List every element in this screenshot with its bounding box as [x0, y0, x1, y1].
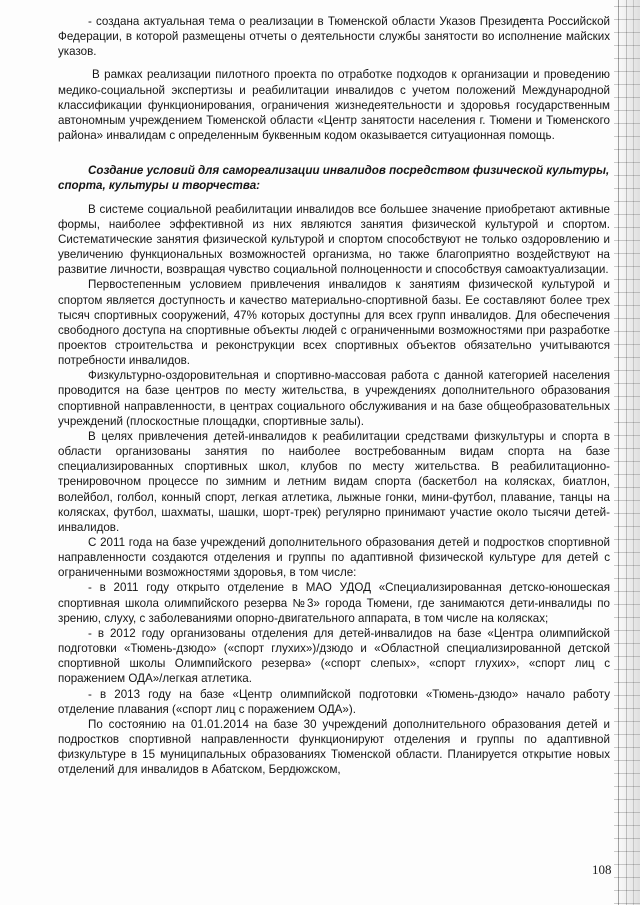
- section-heading: Создание условий для самореализации инвалидов посредством физической культуры, спорта, культуры и творчества:: [58, 164, 610, 193]
- scan-edge-line: [626, 0, 627, 905]
- paragraph-since-2011: С 2011 года на базе учреждений дополнительного образования детей и подростков спортивной направленности создаются отделения и группы по адаптивной физической культуре для детей с ограниченными возможностями здоровья, в том числе:: [58, 536, 610, 580]
- page-number: 108: [592, 862, 612, 877]
- spacer: [58, 59, 610, 67]
- scan-edge-line: [618, 0, 619, 905]
- spacer: [58, 143, 610, 163]
- list-item-2011: - в 2011 году открыто отделение в МАО УДОД «Специализированная детско-юношеская спортивная школа олимпийского резерва №3» города Тюмени, где занимаются дети-инвалиды по зрению, слуху, с заболеваниями опорно-двигательного аппарата, в том числе на колясках;: [58, 581, 610, 625]
- list-item-2013: - в 2013 году на базе «Центр олимпийской подготовки «Тюмень-дзюдо» начало работу отделение плавания («спорт лиц с поражением ОДА»).: [58, 687, 610, 716]
- paragraph-pilot-project: В рамках реализации пилотного проекта по отработке подходов к организации и проведению медико-социальной экспертизы и реабилитации инвалидов с учетом положений Международной классификации функционирования, ограничения жизнедеятельности и здоровья государственным автономным учреждением Тюменской области «Центр занятости населения г. Тюмени и Тюменского района» инвалидам с определенным буквенным кодом оказывается ситуационная помощь.: [58, 68, 610, 143]
- paragraph-children-rehab: В целях привлечения детей-инвалидов к реабилитации средствами физкультуры и спорта в области организованы занятия по наиболее востребованным видам спорта на базе специализированных спортивных школ, клубов по месту жительства. В реабилитационно-тренировочном процессе по зимним и летним видам спорта (баскетбол на колясках, биатлон, волейбол, голбол, конный спорт, легкая атлетика, лыжные гонки, мини-футбол, плавание, танцы на колясках, футбол, шахматы, шашки, шорт-трек) регулярно принимают участие около тысячи детей-инвалидов.: [58, 429, 610, 534]
- paragraph-status-2014: По состоянию на 01.01.2014 на базе 30 учреждений дополнительного образования детей и подростков спортивной направленности функционируют отделения и группы по адаптивной физкультуре в 15 муниципальных образованиях Тюменской области. Планируется открытие новых отделений для инвалидов в Абатском, Бердюжском,: [58, 717, 610, 777]
- paragraph-mass-sports: Физкультурно-оздоровительная и спортивно-массовая работа с данной категорией населения проводится на базе центров по месту жительства, в учреждениях дополнительного образования спортивной направленности, в центрах социального обслуживания и на базе общеобразовательных учреждений (плоскостные площадки, спортивные залы).: [58, 369, 610, 428]
- spacer: [58, 194, 610, 202]
- document-body: [58, 14, 610, 778]
- paragraph-announcement: - создана актуальная тема о реализации в Тюменской области Указов Президента Российской Федерации, в которой размещены отчеты о деятельности службы занятости во исполнение майских указов.: [58, 15, 610, 59]
- paragraph-social-rehab: В системе социальной реабилитации инвалидов все большее значение приобретают активные формы, наиболее эффективной из них являются занятия физической культурой и спортом. Систематические занятия физической культурой и спортом способствуют не только оздоровлению и увеличению функциональных возможностей организма, но также благоприятно воздействуют на развитие личности, возвращая чувство социальной полноценности и способствуя самоактуализации.: [58, 202, 610, 277]
- list-item-2012: - в 2012 году организованы отделения для детей-инвалидов на базе «Центра олимпийской подготовки «Тюмень-дзюдо» («спорт глухих»)/дзюдо и «Областной специализированной детской спортивной школы Олимпийского резерва» («спорт слепых», «спорт глухих», «спорт лиц с поражением ОДА»/легкая атлетика.: [58, 626, 610, 686]
- paragraph-accessibility: Первостепенным условием привлечения инвалидов к занятиям физической культурой и спортом является доступность и качество материально-спортивной базы. Ее составляют более трех тысяч спортивных сооружений, 47% которых доступны для всех групп инвалидов. Для обеспечения свободного доступа на спортивные объекты людей с ограниченными возможностями при разработке проектов строительства и реконструкции всех спортивных объектов обязательно учитываются потребности инвалидов.: [58, 278, 610, 368]
- scan-edge-line: [633, 0, 634, 905]
